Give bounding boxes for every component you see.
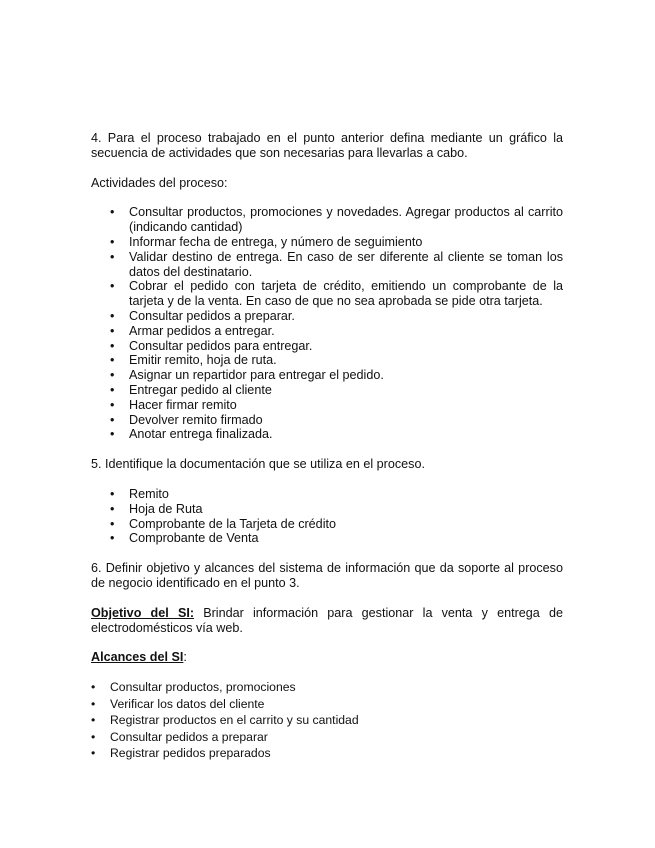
list-item: • Comprobante de Venta <box>91 531 563 546</box>
list-item: • Registrar pedidos preparados <box>91 745 563 762</box>
list-item: • Hoja de Ruta <box>91 502 563 517</box>
scope-list <box>91 679 563 762</box>
list-item: • Consultar pedidos a preparar. <box>91 309 563 324</box>
list-item: • Comprobante de la Tarjeta de crédito <box>91 517 563 532</box>
scope-colon: : <box>183 650 187 665</box>
question-4: 4. Para el proceso trabajado en el punto anterior defina mediante un gráfico la secuencia de actividades que son necesarias para llevarlas a cabo. <box>91 131 563 160</box>
list-item: • Verificar los datos del cliente <box>91 696 563 713</box>
list-item: • Consultar productos, promociones <box>91 679 563 696</box>
scope-label: Alcances del SI <box>91 650 184 665</box>
list-item: • Consultar pedidos a preparar <box>91 729 563 746</box>
list-item: • Consultar pedidos para entregar. <box>91 339 563 354</box>
list-item: • Consultar productos, promociones y novedades. Agregar productos al carrito (indicando cantidad) <box>91 205 563 235</box>
list-item: • Asignar un repartidor para entregar el pedido. <box>91 368 563 383</box>
list-item: • Devolver remito firmado <box>91 413 563 428</box>
question-6: 6. Definir objetivo y alcances del sistema de información que da soporte al proceso de negocio identificado en el punto 3. <box>91 561 563 590</box>
list-item: • Anotar entrega finalizada. <box>91 427 563 442</box>
activities-list <box>91 205 563 442</box>
list-item: • Hacer firmar remito <box>91 398 563 413</box>
question-5: 5. Identifique la documentación que se utiliza en el proceso. <box>91 457 425 472</box>
documents-list <box>91 487 563 546</box>
scope-heading <box>91 650 563 665</box>
list-item: • Registrar productos en el carrito y su cantidad <box>91 712 563 729</box>
list-item: • Armar pedidos a entregar. <box>91 324 563 339</box>
list-item: • Informar fecha de entrega, y número de seguimiento <box>91 235 563 250</box>
objective-text: Brindar información para gestionar la venta y entrega de electrodomésticos vía web. <box>91 605 563 635</box>
list-item: • Emitir remito, hoja de ruta. <box>91 353 563 368</box>
list-item: • Cobrar el pedido con tarjeta de crédito, emitiendo un comprobante de la tarjeta y de la venta. En caso de que no sea aprobada se pide otra tarjeta. <box>91 279 563 309</box>
activities-heading: Actividades del proceso: <box>91 175 228 190</box>
list-item: • Validar destino de entrega. En caso de ser diferente al cliente se toman los datos del destinatario. <box>91 250 563 280</box>
list-item: • Remito <box>91 487 563 502</box>
list-item: • Entregar pedido al cliente <box>91 383 563 398</box>
objective-paragraph <box>91 606 563 636</box>
objective-label: Objetivo del SI: <box>91 605 195 620</box>
document-page <box>91 131 563 762</box>
